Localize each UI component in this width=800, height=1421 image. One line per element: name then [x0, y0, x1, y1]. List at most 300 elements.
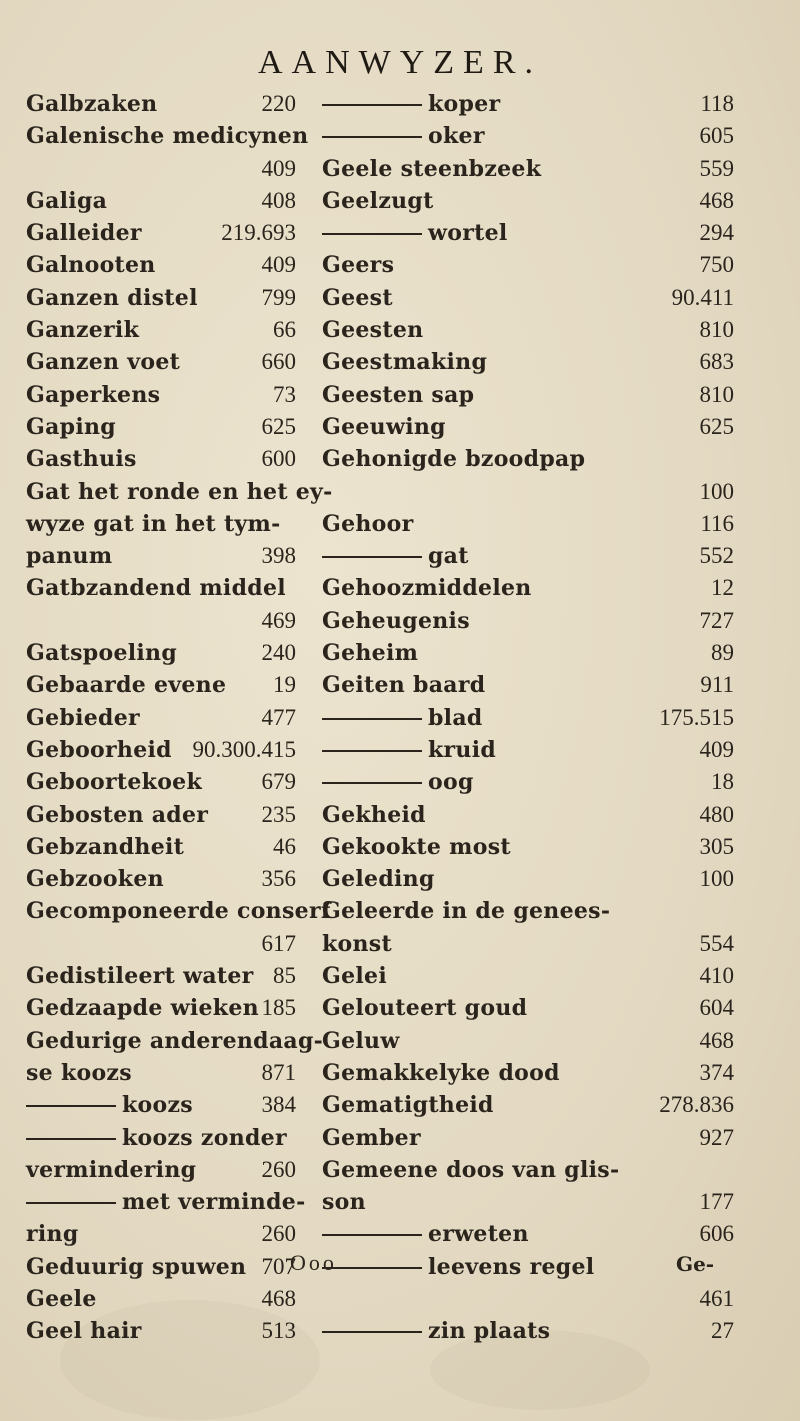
- entry-term: [26, 120, 308, 152]
- entry-page-number: 600: [261, 446, 296, 472]
- entry-term-text: wortel: [428, 220, 508, 247]
- index-entry: [322, 605, 734, 637]
- entry-page-number: 410: [699, 963, 734, 989]
- entry-term: [322, 88, 500, 120]
- index-entry: [322, 1315, 734, 1347]
- entry-page-number: 90.411: [671, 284, 734, 310]
- entry-term: [322, 734, 496, 766]
- entry-term-text: Geduurig spuwen: [26, 1253, 247, 1280]
- entry-term-text: Gekookte most: [322, 833, 511, 860]
- entry-term: [322, 669, 485, 701]
- entry-page-number: 220: [261, 91, 296, 116]
- entry-term-text: Gebzandheit: [26, 833, 185, 860]
- entry-page-number: 118: [700, 91, 734, 116]
- entry-term-text: Geboortekoek: [26, 769, 203, 796]
- index-entry: [322, 895, 734, 927]
- entry-term-text: Geest: [322, 284, 393, 311]
- entry-term-text: Geele: [26, 1285, 97, 1312]
- index-entry: [26, 863, 296, 895]
- entry-page-number: 625: [261, 413, 296, 439]
- entry-page-number: 409: [261, 252, 296, 278]
- index-entry: [322, 185, 734, 217]
- entry-term-text: Ganzen voet: [26, 349, 181, 376]
- entry-term: [322, 572, 532, 604]
- index-entry: [26, 1122, 296, 1154]
- index-entry: [26, 1186, 306, 1218]
- entry-term-text: Geestmaking: [322, 349, 488, 376]
- index-entry: [322, 314, 734, 346]
- entry-term: [322, 411, 446, 443]
- index-entry: [322, 120, 734, 152]
- entry-page-number: 19: [273, 672, 296, 698]
- entry-page-number: 552: [699, 543, 734, 569]
- entry-term-text: konst: [322, 930, 392, 957]
- entry-term-text: Gekheid: [322, 801, 426, 828]
- entry-term: [322, 379, 474, 411]
- index-entry: [26, 508, 296, 540]
- index-entry: [26, 153, 296, 185]
- entry-page-number: 46: [273, 833, 296, 859]
- index-entry: [322, 992, 734, 1024]
- entry-term: [26, 1315, 142, 1347]
- entry-page-number: 554: [699, 930, 734, 956]
- entry-term: [26, 734, 172, 766]
- entry-term-text: Geeuwing: [322, 413, 446, 440]
- entry-page-number: 461: [699, 1285, 734, 1311]
- entry-term: [322, 314, 423, 346]
- ditto-dash: [322, 1331, 422, 1333]
- index-entry: [322, 766, 734, 798]
- entry-term: [322, 1122, 421, 1154]
- index-entry: [322, 799, 734, 831]
- index-entry: [322, 88, 734, 120]
- entry-page-number: 12: [711, 575, 734, 601]
- entry-page-number: 240: [261, 640, 296, 666]
- entry-term-text: Gatbzandend middel: [26, 575, 286, 602]
- entry-page-number: 408: [261, 187, 296, 213]
- entry-term: [322, 1089, 494, 1121]
- entry-page-number: 625: [699, 413, 734, 439]
- entry-term: [26, 863, 164, 895]
- entry-term-text: Geiten baard: [322, 672, 486, 699]
- entry-term-text: ring: [26, 1221, 79, 1248]
- entry-page-number: 707: [261, 1253, 296, 1279]
- index-entry: [322, 217, 734, 249]
- entry-term-text: Geelzugt: [322, 187, 434, 214]
- entry-page-number: 294: [699, 220, 734, 246]
- entry-term: [322, 540, 469, 572]
- entry-term: [26, 572, 286, 604]
- entry-page-number: 409: [699, 736, 734, 762]
- entry-term-text: oog: [428, 769, 474, 796]
- index-entry: [26, 314, 296, 346]
- entry-page-number: 468: [261, 1285, 296, 1311]
- entry-page-number: 679: [261, 769, 296, 795]
- entry-term: [26, 411, 116, 443]
- entry-term-text: Gedistileert water: [26, 963, 254, 990]
- entry-term-text: Gember: [322, 1124, 421, 1151]
- index-column-right: [322, 88, 734, 1348]
- entry-term: [322, 282, 393, 314]
- entry-term-text: Ganzen distel: [26, 284, 198, 311]
- entry-term: [26, 249, 156, 281]
- signature-mark: Ooo: [290, 1250, 337, 1275]
- entry-term-text: wyze gat in het tym-: [26, 510, 281, 537]
- entry-term: [26, 1218, 79, 1250]
- entry-page-number: 66: [273, 317, 296, 343]
- entry-term: [26, 282, 198, 314]
- ditto-dash: [322, 136, 422, 138]
- catchword: Ge-: [676, 1252, 715, 1276]
- index-entry: [26, 831, 296, 863]
- entry-term: [322, 1218, 529, 1250]
- entry-term-text: Geheim: [322, 640, 419, 667]
- entry-term-text: Galbzaken: [26, 91, 158, 117]
- entry-term: [322, 960, 387, 992]
- index-entry: [26, 572, 296, 604]
- index-entry: [26, 895, 331, 927]
- entry-page-number: 871: [261, 1059, 296, 1085]
- entry-term-text: oker: [428, 123, 485, 150]
- entry-term-text: koozs: [122, 1092, 193, 1119]
- index-entry: [26, 379, 296, 411]
- index-entry: [26, 1315, 296, 1347]
- index-entry: [322, 153, 734, 185]
- entry-term: [322, 153, 541, 185]
- index-entry: [26, 249, 296, 281]
- entry-term-text: Gebosten ader: [26, 801, 209, 828]
- entry-term: [322, 1025, 400, 1057]
- entry-page-number: 27: [711, 1318, 734, 1344]
- entry-page-number: 73: [273, 381, 296, 407]
- index-entry: [26, 605, 296, 637]
- entry-term: [26, 476, 333, 508]
- entry-term: [26, 831, 184, 863]
- index-entry: [26, 411, 296, 443]
- entry-page-number: 260: [261, 1156, 296, 1182]
- entry-term: [322, 1251, 594, 1283]
- entry-term-text: Gehonigde bzoodpap: [322, 446, 586, 473]
- entry-page-number: 683: [699, 349, 734, 375]
- index-entry: [322, 443, 734, 475]
- entry-term-text: koper: [428, 91, 501, 117]
- index-entry: [26, 960, 296, 992]
- index-entry: [322, 1057, 734, 1089]
- entry-page-number: 468: [699, 1027, 734, 1053]
- entry-term: [26, 702, 140, 734]
- entry-term-text: Gehoor: [322, 510, 414, 537]
- entry-page-number: 305: [699, 833, 734, 859]
- ditto-dash: [322, 1267, 422, 1269]
- index-entry: [322, 346, 734, 378]
- index-entry: [26, 1218, 296, 1250]
- entry-term: [26, 637, 177, 669]
- entry-page-number: 219.693: [221, 220, 296, 246]
- entry-term: [26, 1089, 193, 1121]
- entry-page-number: 660: [261, 349, 296, 375]
- entry-page-number: 927: [699, 1124, 734, 1150]
- index-entry: [26, 702, 296, 734]
- entry-term: [26, 508, 281, 540]
- entry-term-text: Geel hair: [26, 1318, 142, 1345]
- index-entry: [26, 799, 296, 831]
- entry-page-number: 513: [261, 1318, 296, 1344]
- entry-term-text: Gehoozmiddelen: [322, 575, 532, 602]
- entry-term: [322, 1057, 560, 1089]
- index-entry: [322, 379, 734, 411]
- entry-page-number: 398: [261, 543, 296, 569]
- entry-term-text: son: [322, 1189, 366, 1216]
- entry-page-number: 185: [261, 995, 296, 1021]
- index-entry: [322, 831, 734, 863]
- entry-term: [26, 443, 137, 475]
- index-entry: [26, 185, 296, 217]
- entry-term: [322, 831, 511, 863]
- index-entry: [26, 928, 296, 960]
- entry-page-number: 100: [699, 478, 734, 504]
- index-entry: [26, 1283, 296, 1315]
- entry-term-text: Gebieder: [26, 704, 140, 731]
- entry-page-number: 605: [699, 123, 734, 149]
- index-entry: [322, 1218, 734, 1250]
- entry-term-text: se koozs: [26, 1059, 132, 1086]
- entry-term-text: Gebzooken: [26, 866, 164, 893]
- entry-term: [322, 992, 527, 1024]
- index-entry: [322, 863, 734, 895]
- entry-term-text: zin plaats: [428, 1318, 551, 1345]
- entry-term-text: Geesten: [322, 317, 424, 344]
- entry-term: [322, 799, 426, 831]
- entry-term-text: vermindering: [26, 1156, 197, 1183]
- entry-term-text: Geboorheid: [26, 736, 172, 763]
- entry-page-number: 356: [261, 866, 296, 892]
- entry-term: [26, 960, 254, 992]
- entry-term: [26, 185, 107, 217]
- entry-term: [322, 346, 487, 378]
- entry-term: [26, 88, 157, 120]
- page-heading: AANWYZER.: [257, 44, 543, 81]
- entry-term-text: Gemakkelyke dood: [322, 1059, 560, 1086]
- entry-term-text: Geers: [322, 252, 395, 279]
- entry-term-text: Gematigtheid: [322, 1092, 494, 1119]
- index-entry: [322, 1251, 734, 1283]
- ditto-dash: [322, 556, 422, 558]
- index-entry: [26, 1154, 296, 1186]
- entry-page-number: 799: [261, 284, 296, 310]
- index-entry: [322, 540, 734, 572]
- entry-term: [322, 1186, 366, 1218]
- entry-term: [322, 249, 394, 281]
- ditto-dash: [26, 1138, 116, 1140]
- entry-term-text: Gemeene doos van glis-: [322, 1156, 620, 1183]
- index-entry: [26, 120, 309, 152]
- entry-page-number: 175.515: [659, 704, 734, 730]
- entry-term-text: Geheugenis: [322, 607, 470, 634]
- index-entry: [322, 1122, 734, 1154]
- entry-term: [322, 120, 485, 152]
- index-entry: [322, 1154, 734, 1186]
- index-entry: [322, 508, 734, 540]
- entry-term-text: kruid: [428, 736, 497, 763]
- entry-term-text: Geleding: [322, 866, 435, 893]
- entry-term: [26, 314, 139, 346]
- entry-term: [26, 766, 202, 798]
- entry-page-number: 477: [261, 704, 296, 730]
- index-entry: [26, 217, 296, 249]
- entry-page-number: 468: [699, 187, 734, 213]
- entry-term-text: erweten: [428, 1221, 529, 1248]
- entry-term-text: Ganzerik: [26, 317, 140, 344]
- entry-page-number: 606: [699, 1221, 734, 1247]
- entry-term: [26, 992, 259, 1024]
- entry-term-text: koozs zonder: [122, 1124, 287, 1151]
- entry-term: [322, 185, 434, 217]
- entry-term-text: Geele steenbzeek: [322, 155, 542, 182]
- entry-term-text: Galleider: [26, 220, 142, 247]
- entry-page-number: 374: [699, 1059, 734, 1085]
- index-entry: [322, 702, 734, 734]
- index-entry: [322, 572, 734, 604]
- entry-page-number: 409: [261, 155, 296, 181]
- entry-term: [322, 605, 470, 637]
- entry-page-number: 480: [699, 801, 734, 827]
- entry-page-number: 18: [711, 769, 734, 795]
- entry-term: [26, 1025, 323, 1057]
- entry-term: [322, 928, 392, 960]
- entry-page-number: 116: [700, 510, 734, 536]
- index-entry: [26, 1251, 296, 1283]
- entry-page-number: 100: [699, 866, 734, 892]
- entry-term: [26, 346, 180, 378]
- index-entry: [26, 476, 333, 508]
- index-entry: [26, 88, 296, 120]
- entry-term-text: leevens regel: [428, 1253, 595, 1280]
- entry-term-text: Galnooten: [26, 252, 156, 279]
- entry-page-number: 750: [699, 252, 734, 278]
- index-entry: [26, 766, 296, 798]
- entry-term-text: Gecomponeerde conserf: [26, 898, 331, 925]
- entry-term-text: blad: [428, 704, 483, 731]
- index-entry: [26, 734, 296, 766]
- index-entry: [26, 346, 296, 378]
- entry-term-text: Gaping: [26, 413, 116, 440]
- entry-page-number: 384: [261, 1092, 296, 1118]
- entry-term-text: Gelei: [322, 963, 387, 990]
- entry-term-text: Geleerde in de genees-: [322, 898, 611, 925]
- index-entry: [322, 669, 734, 701]
- index-entry: [26, 282, 296, 314]
- entry-term: [26, 1251, 246, 1283]
- entry-term-text: Galenische medicynen: [26, 123, 309, 150]
- entry-term: [322, 895, 610, 927]
- entry-term-text: Gedurige anderendaag-: [26, 1027, 324, 1054]
- entry-term: [322, 766, 474, 798]
- entry-term: [26, 895, 331, 927]
- index-entry: [26, 443, 296, 475]
- index-entry: [26, 669, 296, 701]
- index-entry: [322, 249, 734, 281]
- ditto-dash: [322, 1234, 422, 1236]
- entry-page-number: 911: [700, 672, 734, 698]
- ditto-dash: [26, 1105, 116, 1107]
- entry-term: [26, 1186, 306, 1218]
- entry-page-number: 89: [711, 640, 734, 666]
- ditto-dash: [322, 104, 422, 106]
- entry-term: [322, 702, 483, 734]
- entry-term: [26, 669, 226, 701]
- entry-term: [322, 508, 414, 540]
- entry-term-text: Geesten sap: [322, 381, 475, 408]
- entry-term: [322, 637, 418, 669]
- index-entry: [322, 637, 734, 669]
- entry-term-text: Gebaarde evene: [26, 672, 227, 699]
- entry-term: [26, 217, 142, 249]
- index-entry: [26, 992, 296, 1024]
- entry-term-text: Galiga: [26, 187, 108, 214]
- index-entry: [322, 928, 734, 960]
- index-entry: [322, 734, 734, 766]
- entry-term-text: Gelouteert goud: [322, 995, 528, 1022]
- index-entry: [322, 960, 734, 992]
- entry-term: [26, 1057, 132, 1089]
- entry-term-text: Gat het ronde en het ey-: [26, 478, 333, 505]
- entry-term: [26, 1283, 97, 1315]
- ditto-dash: [322, 750, 422, 752]
- entry-term: [26, 1122, 287, 1154]
- entry-page-number: 177: [699, 1189, 734, 1215]
- index-entry: [26, 1025, 324, 1057]
- entry-page-number: 559: [699, 155, 734, 181]
- entry-term-text: Gatspoeling: [26, 640, 178, 667]
- entry-term: [26, 1154, 196, 1186]
- index-entry: [322, 476, 734, 508]
- entry-page-number: 278.836: [659, 1092, 734, 1118]
- index-entry: [26, 1057, 296, 1089]
- index-entry: [322, 1089, 734, 1121]
- index-entry: [322, 282, 734, 314]
- index-entry: [26, 637, 296, 669]
- entry-term-text: Geluw: [322, 1027, 400, 1054]
- index-entry: [322, 411, 734, 443]
- entry-term: [26, 379, 160, 411]
- entry-page-number: 727: [699, 607, 734, 633]
- entry-term-text: Gedzaapde wieken: [26, 995, 259, 1022]
- index-entry: [322, 1025, 734, 1057]
- entry-page-number: 810: [699, 317, 734, 343]
- entry-page-number: 617: [261, 930, 296, 956]
- index-entry: [322, 1283, 734, 1315]
- index-entry: [26, 1089, 296, 1121]
- entry-page-number: 810: [699, 381, 734, 407]
- entry-term: [26, 540, 112, 572]
- entry-term-text: gat: [428, 543, 469, 570]
- entry-term: [322, 863, 435, 895]
- entry-term: [26, 799, 208, 831]
- index-entry: [26, 540, 296, 572]
- entry-term: [322, 443, 585, 475]
- entry-term-text: met verminde-: [122, 1189, 306, 1216]
- entry-term: [322, 217, 508, 249]
- entry-page-number: 90.300.415: [192, 736, 296, 762]
- entry-term-text: panum: [26, 543, 113, 570]
- entry-page-number: 469: [261, 607, 296, 633]
- entry-page-number: 604: [699, 995, 734, 1021]
- ditto-dash: [26, 1202, 116, 1204]
- index-entry: [322, 1186, 734, 1218]
- ditto-dash: [322, 718, 422, 720]
- entry-term-text: Gasthuis: [26, 446, 137, 473]
- entry-term: [322, 1154, 619, 1186]
